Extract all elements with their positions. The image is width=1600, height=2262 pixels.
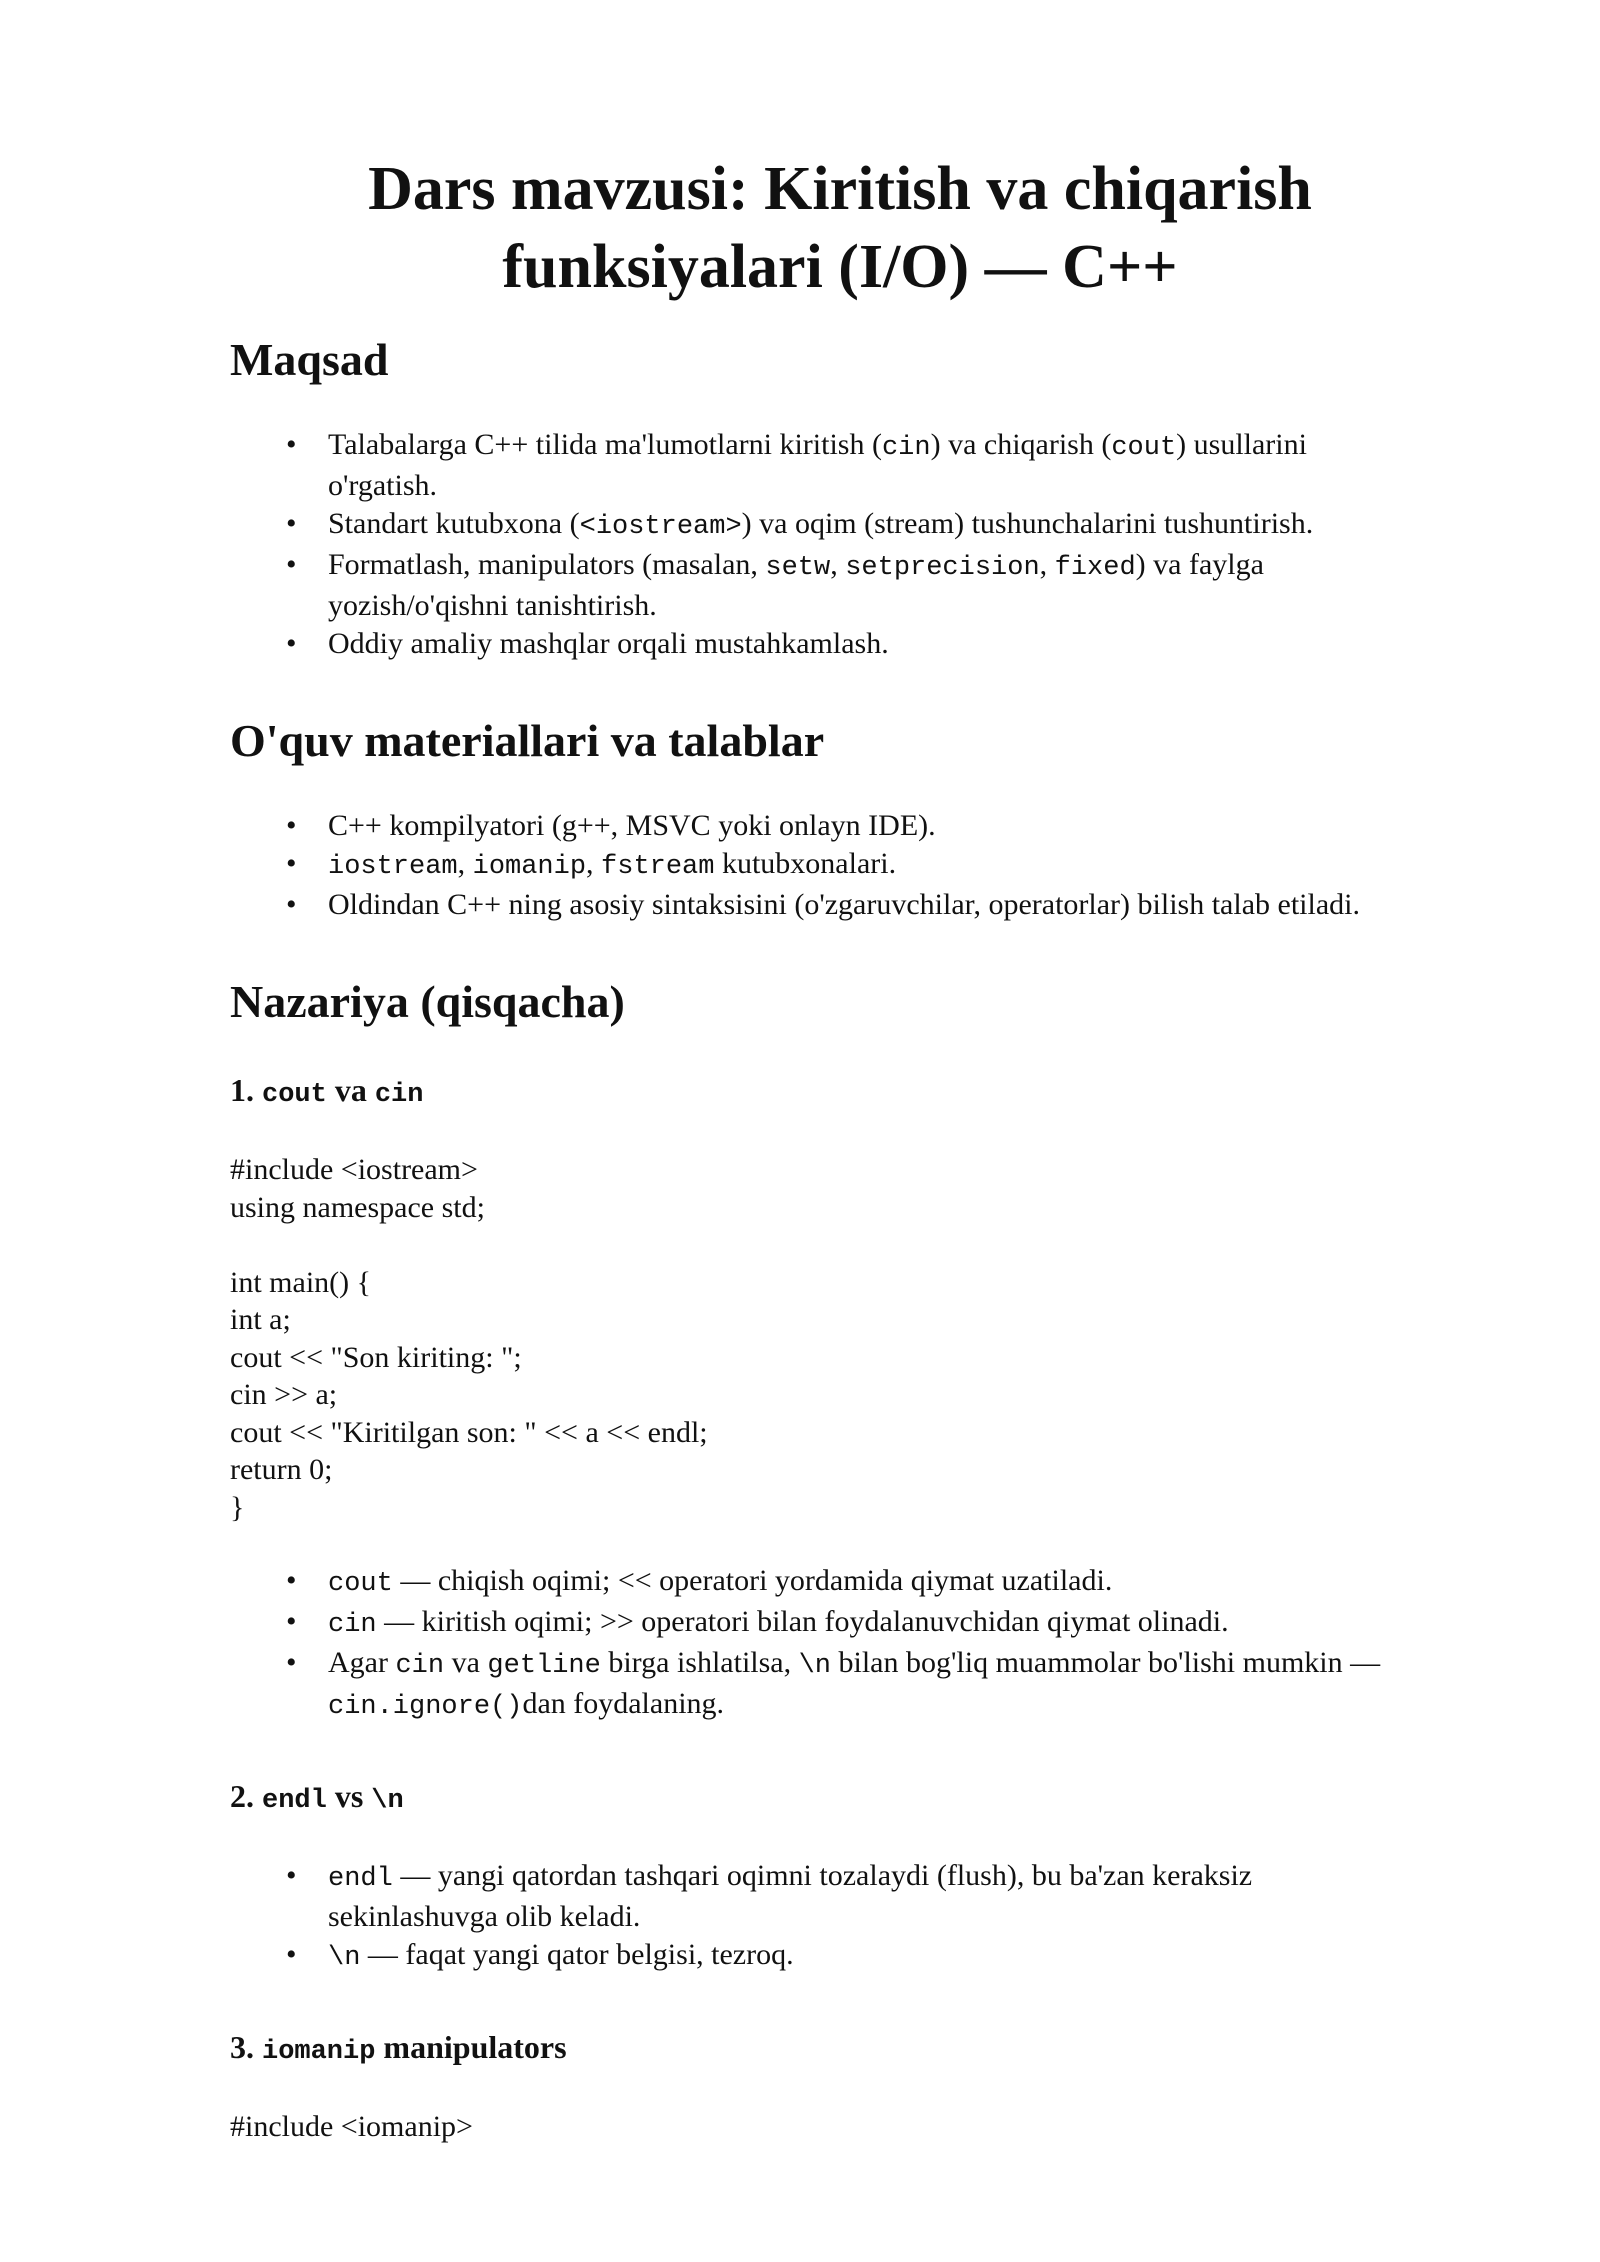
bullet-icon: •	[286, 428, 297, 461]
document-title	[230, 150, 1450, 306]
list-item: • Oldindan C++ ning asosiy sintaksisini (o'zgaruvchilar, operatorlar) bilish talab etiladi.	[230, 886, 1450, 924]
code-line: cin >> a;	[230, 1378, 338, 1411]
code-line: using namespace std;	[230, 1190, 485, 1224]
section-heading-nazariya: Nazariya (qisqacha)	[230, 976, 625, 1027]
code-line: cout << "Son kiriting: ";	[230, 1340, 522, 1374]
list-item: • \n — faqat yangi qator belgisi, tezroq.	[286, 1938, 794, 1973]
list-item: • Formatlash, manipulators (masalan, setw, setprecision, fixed) va faylga yozish/o'qishni tanishtirish.	[286, 548, 1264, 622]
section-heading-materiallar: O'quv materiallari va talablar	[230, 715, 825, 766]
bullet-icon: •	[286, 888, 297, 921]
subsection-heading-cout-cin: 1. cout va cin	[230, 1072, 424, 1110]
bullet-icon: •	[286, 1646, 297, 1679]
subsection-heading-endl-vs-newline: 2. endl vs \n	[230, 1778, 404, 1816]
bullet-icon: •	[286, 548, 297, 581]
bullet-icon: •	[286, 627, 297, 660]
code-line	[230, 1226, 1450, 1264]
title-line-1: Dars mavzusi: Kiritish va chiqarish	[368, 155, 1312, 223]
code-line: cout << "Kiritilgan son: " << a << endl;	[230, 1415, 708, 1449]
list-item: • iostream, iomanip, fstream kutubxonalari.	[286, 847, 897, 882]
code-block-3	[230, 2108, 1450, 2146]
code-block-1	[230, 1151, 1450, 1526]
code-line: return 0;	[230, 1453, 333, 1486]
endl-list	[230, 1857, 1450, 1977]
list-item: • cin — kiritish oqimi; >> operatori bilan foydalanuvchidan qiymat olinadi.	[286, 1605, 1229, 1640]
bullet-icon: •	[286, 1938, 297, 1971]
document-page	[230, 150, 1450, 2182]
bullet-icon: •	[286, 1564, 297, 1597]
list-item: • Standart kutubxona (<iostream>) va oqim (stream) tushunchalarini tushuntirish.	[286, 507, 1314, 542]
list-item: • cout — chiqish oqimi; << operatori yordamida qiymat uzatiladi.	[286, 1564, 1113, 1599]
code-line: #include <iostream>	[230, 1153, 478, 1186]
section-heading-maqsad: Maqsad	[230, 334, 389, 385]
list-item: • Talabalarga C++ tilida ma'lumotlarni kiritish (cin) va chiqarish (cout) usullarini o'rgatish.	[286, 428, 1307, 502]
bullet-icon: •	[286, 809, 297, 842]
bullet-icon: •	[286, 847, 297, 880]
list-item: • Agar cin va getline birga ishlatilsa, \n bilan bog'liq muammolar bo'lishi mumkin — cin.ignore()dan foydalaning.	[286, 1646, 1381, 1722]
code-line: int main() {	[230, 1265, 372, 1299]
cout-cin-list	[230, 1562, 1450, 1726]
materiallar-list	[230, 807, 1450, 924]
bullet-icon: •	[286, 1859, 297, 1892]
list-item: • endl — yangi qatordan tashqari oqimni tozalaydi (flush), bu ba'zan keraksiz sekinlashuvga olib keladi.	[286, 1859, 1253, 1933]
bullet-icon: •	[286, 1605, 297, 1638]
title-line-2: funksiyalari (I/O) — C++	[502, 233, 1178, 301]
code-line: #include <iomanip>	[230, 2110, 473, 2143]
code-line: int a;	[230, 1303, 291, 1336]
list-item: • Oddiy amaliy mashqlar orqali mustahkamlash.	[230, 625, 1450, 663]
subsection-heading-iomanip: 3. iomanip manipulators	[230, 2029, 567, 2067]
bullet-icon: •	[286, 507, 297, 540]
maqsad-list	[230, 426, 1450, 663]
code-line: }	[230, 1490, 245, 1524]
list-item: • C++ kompilyatori (g++, MSVC yoki onlayn IDE).	[230, 807, 1450, 845]
